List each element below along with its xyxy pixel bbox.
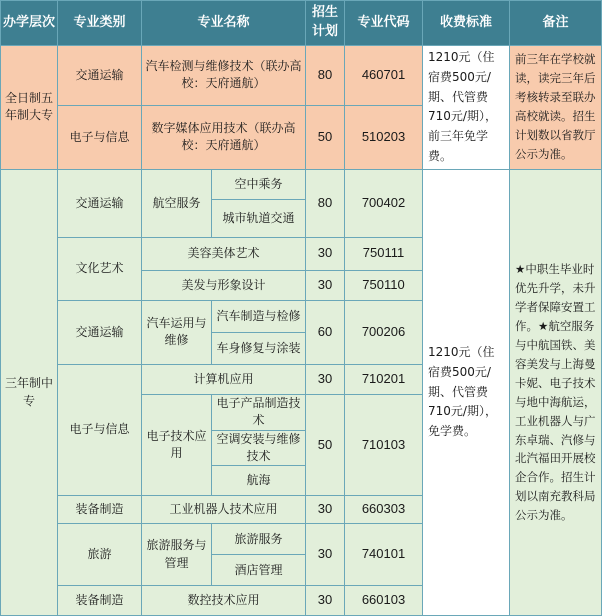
sub-major-cell: 航海 xyxy=(212,466,306,496)
major-group-cell: 电子技术应用 xyxy=(142,394,212,496)
category-cell: 电子与信息 xyxy=(58,364,142,496)
major-group-cell: 汽车运用与维修 xyxy=(142,300,212,364)
category-cell: 交通运输 xyxy=(58,300,142,364)
sub-major-cell: 旅游服务 xyxy=(212,524,306,555)
header-fee: 收费标准 xyxy=(423,1,510,46)
quota-cell: 30 xyxy=(306,237,345,270)
header-level: 办学层次 xyxy=(1,1,58,46)
quota-cell: 30 xyxy=(306,270,345,300)
quota-cell: 30 xyxy=(306,524,345,586)
code-cell: 740101 xyxy=(345,524,423,586)
code-cell: 750110 xyxy=(345,270,423,300)
major-group-cell: 旅游服务与管理 xyxy=(142,524,212,586)
category-cell: 电子与信息 xyxy=(58,105,142,169)
category-cell: 交通运输 xyxy=(58,169,142,237)
major-cell: 汽车检测与维修技术（联办高校：天府通航） xyxy=(142,46,306,106)
major-group-cell: 航空服务 xyxy=(142,169,212,237)
category-cell: 旅游 xyxy=(58,524,142,586)
major-cell: 美发与形象设计 xyxy=(142,270,306,300)
category-cell: 交通运输 xyxy=(58,46,142,106)
code-cell: 660103 xyxy=(345,586,423,616)
fee-three-year: 1210元（住宿费500元/期、代管费710元/期），免学费。 xyxy=(423,169,510,616)
fee-five-year: 1210元（住宿费500元/期、代管费710元/期），前三年免学费。 xyxy=(423,46,510,170)
major-cell: 工业机器人技术应用 xyxy=(142,496,306,524)
quota-cell: 30 xyxy=(306,586,345,616)
sub-major-cell: 空中乘务 xyxy=(212,169,306,199)
code-cell: 660303 xyxy=(345,496,423,524)
code-cell: 700206 xyxy=(345,300,423,364)
category-cell: 装备制造 xyxy=(58,586,142,616)
sub-major-cell: 车身修复与涂装 xyxy=(212,332,306,364)
code-cell: 510203 xyxy=(345,105,423,169)
major-cell: 美容美体艺术 xyxy=(142,237,306,270)
code-cell: 710103 xyxy=(345,394,423,496)
quota-cell: 30 xyxy=(306,496,345,524)
sub-major-cell: 酒店管理 xyxy=(212,555,306,586)
header-code: 专业代码 xyxy=(345,1,423,46)
quota-cell: 30 xyxy=(306,364,345,394)
quota-cell: 80 xyxy=(306,169,345,237)
category-cell: 装备制造 xyxy=(58,496,142,524)
code-cell: 700402 xyxy=(345,169,423,237)
header-major: 专业名称 xyxy=(142,1,306,46)
header-remark: 备注 xyxy=(510,1,602,46)
level-three-year: 三年制中专 xyxy=(1,169,58,616)
level-five-year: 全日制五年制大专 xyxy=(1,46,58,170)
code-cell: 460701 xyxy=(345,46,423,106)
remark-five-year: 前三年在学校就读，读完三年后考核转录至联办高校就读。招生计划数以省教厅公示为准。 xyxy=(510,46,602,170)
major-cell: 数字媒体应用技术（联办高校：天府通航） xyxy=(142,105,306,169)
header-category: 专业类别 xyxy=(58,1,142,46)
code-cell: 710201 xyxy=(345,364,423,394)
quota-cell: 60 xyxy=(306,300,345,364)
code-cell: 750111 xyxy=(345,237,423,270)
major-cell: 数控技术应用 xyxy=(142,586,306,616)
quota-cell: 80 xyxy=(306,46,345,106)
header-quota: 招生计划 xyxy=(306,1,345,46)
sub-major-cell: 汽车制造与检修 xyxy=(212,300,306,332)
quota-cell: 50 xyxy=(306,105,345,169)
major-cell: 计算机应用 xyxy=(142,364,306,394)
category-cell: 文化艺术 xyxy=(58,237,142,300)
quota-cell: 50 xyxy=(306,394,345,496)
sub-major-cell: 空调安装与维修技术 xyxy=(212,430,306,466)
sub-major-cell: 城市轨道交通 xyxy=(212,199,306,237)
remark-three-year: ★中职生毕业时优先升学，未升学者保障安置工作。★航空服务与中航国铁、美容美发与上海曼卡妮、电子技术与地中海航运，工业机器人与广东卓瑞、汽修与北汽福田开展校企合作。招生计划以南充教科局公示为准。 xyxy=(510,169,602,616)
sub-major-cell: 电子产品制造技术 xyxy=(212,394,306,430)
